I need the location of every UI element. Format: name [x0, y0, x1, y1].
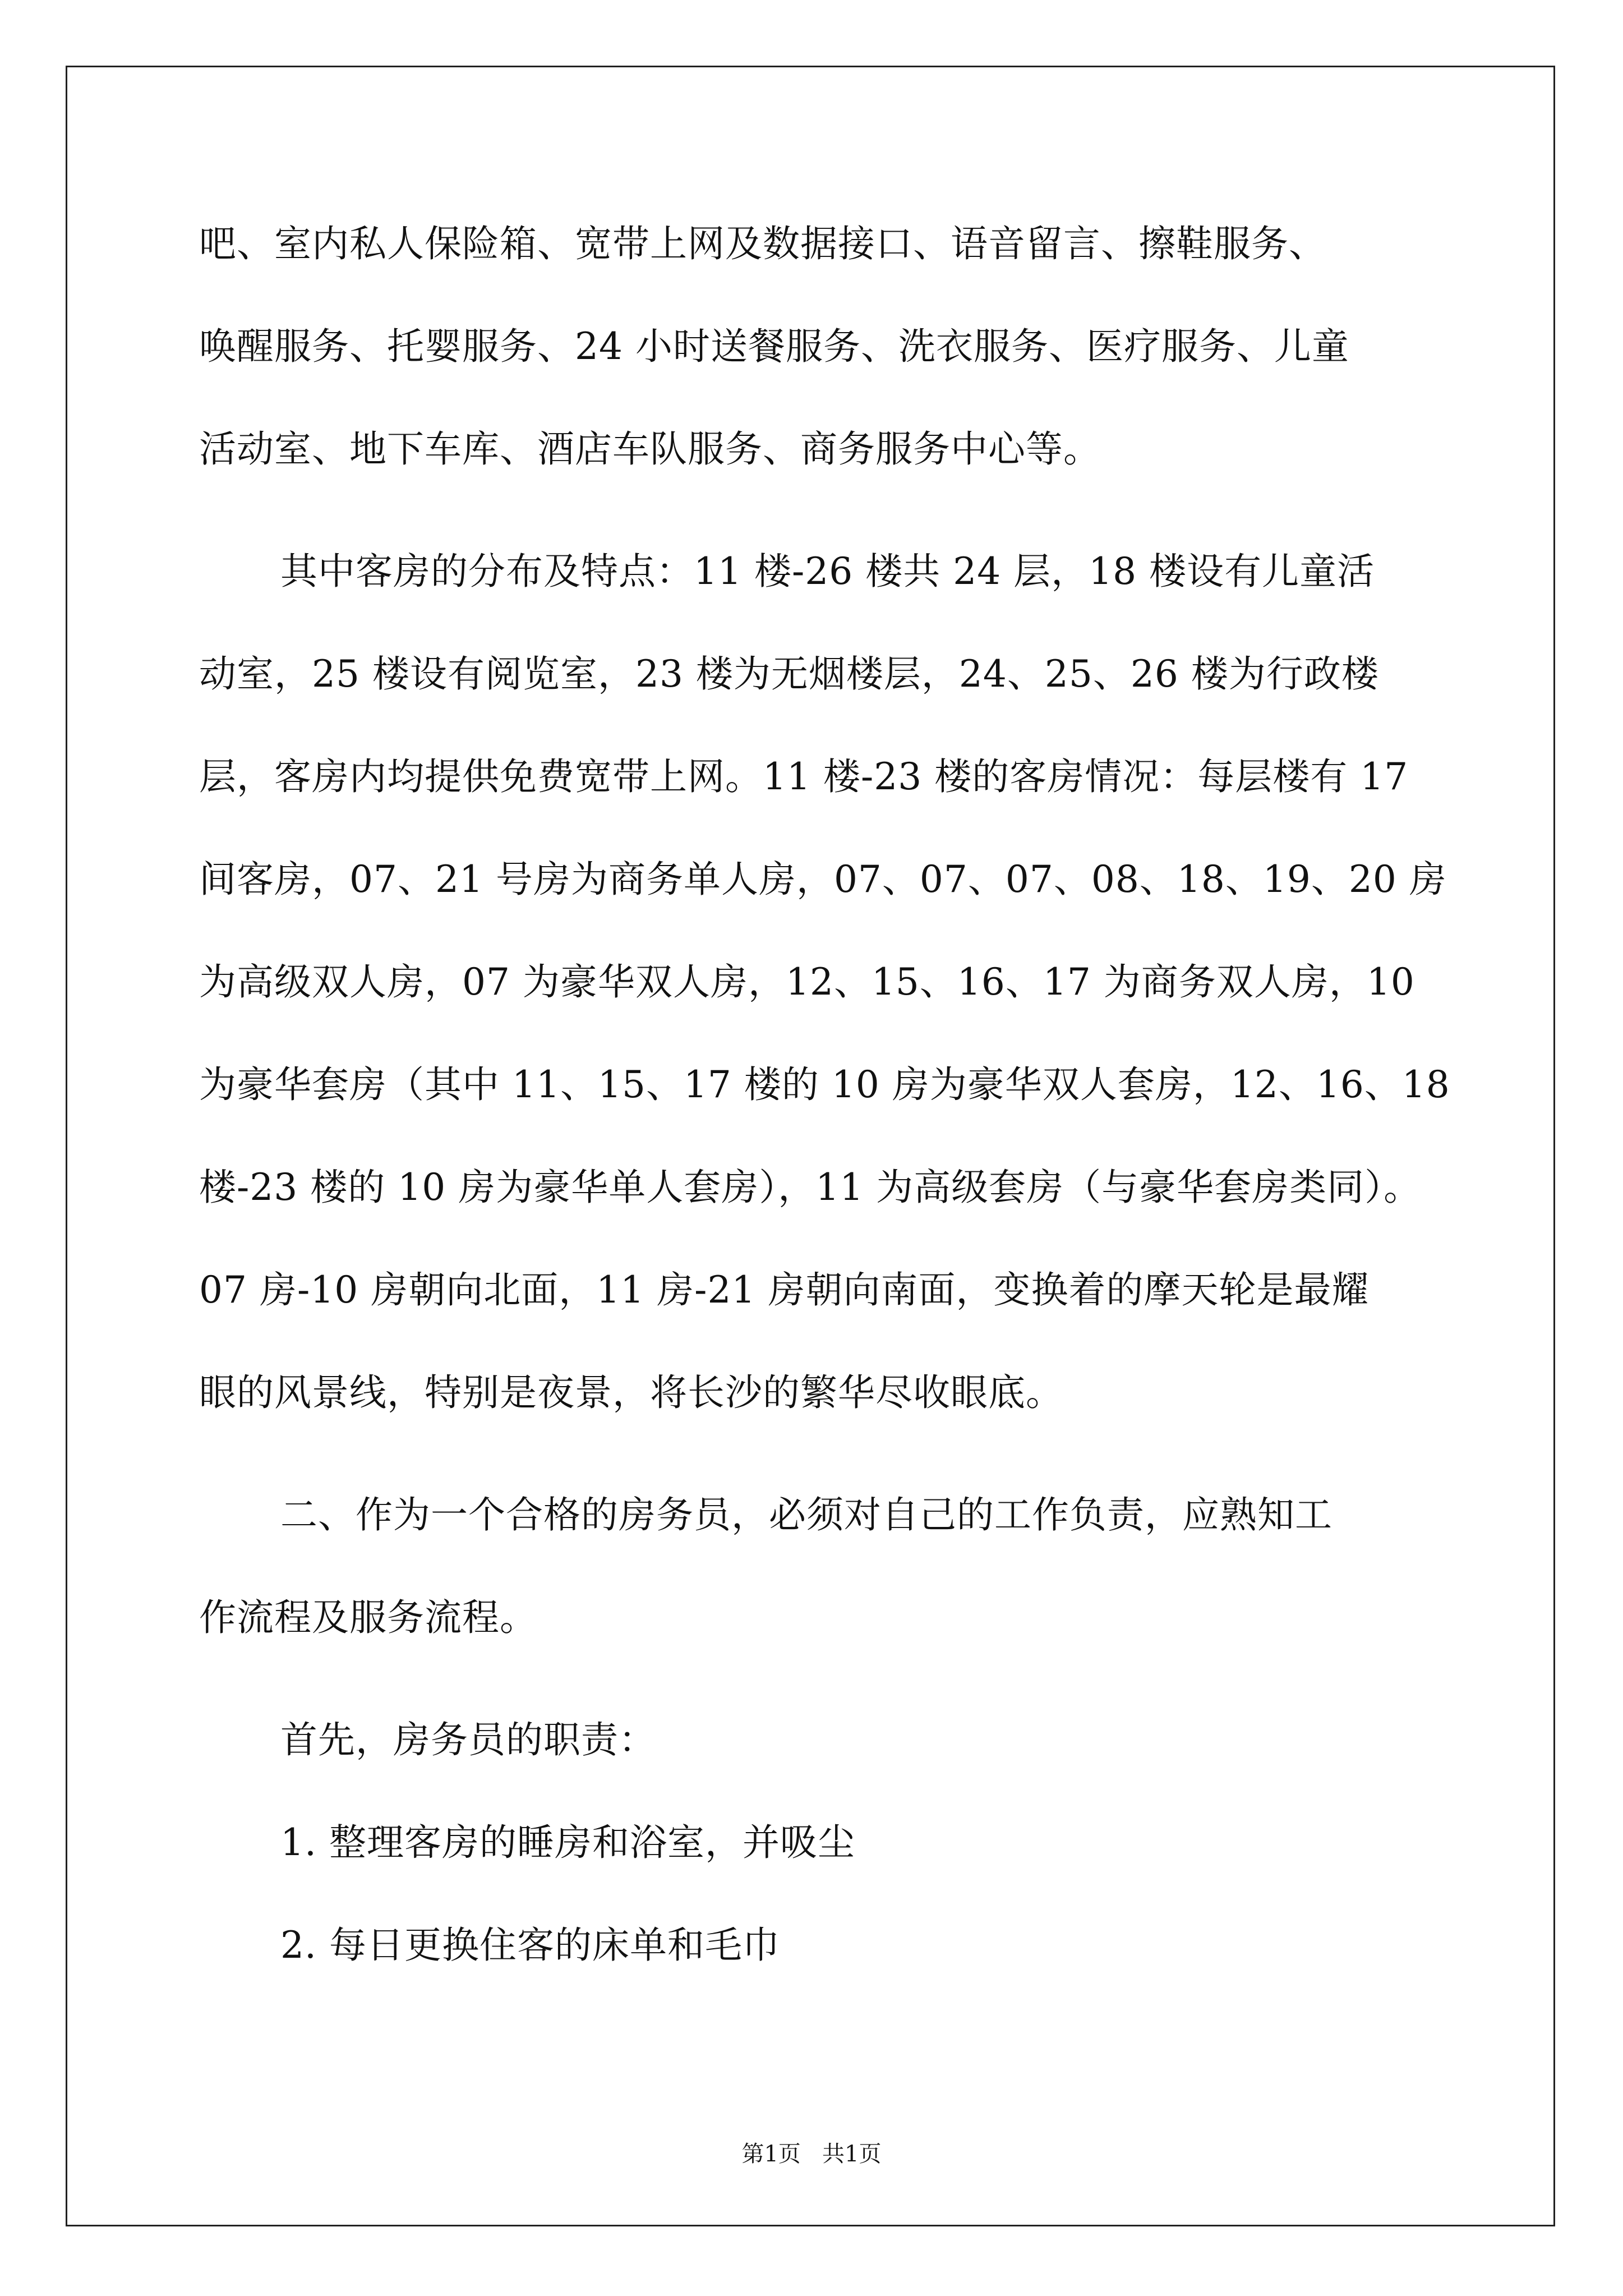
text-line: 07 房-10 房朝向北面，11 房-21 房朝向南面，变换着的摩天轮是最耀 — [199, 1268, 1370, 1312]
page-border — [66, 66, 1555, 2226]
list-item: 2. 每日更换住客的床单和毛巾 — [280, 1924, 780, 1967]
text-line: 作流程及服务流程。 — [199, 1596, 537, 1639]
page-footer: 第1页 共1页 — [741, 2141, 882, 2167]
paragraph-first-line: 二、作为一个合格的房务员，必须对自己的工作负责，应熟知工 — [280, 1493, 1332, 1536]
text-line: 为高级双人房，07 为豪华双人房，12、15、16、17 为商务双人房，10 — [199, 960, 1415, 1004]
paragraph-first-line: 其中客房的分布及特点：11 楼-26 楼共 24 层，18 楼设有儿童活 — [280, 550, 1375, 593]
text-line: 层，客房内均提供免费宽带上网。11 楼-23 楼的客房情况：每层楼有 17 — [199, 755, 1409, 798]
text-line: 活动室、地下车库、酒店车队服务、商务服务中心等。 — [199, 427, 1101, 471]
text-line: 为豪华套房（其中 11、15、17 楼的 10 房为豪华双人套房，12、16、18 — [199, 1063, 1450, 1106]
text-line: 眼的风景线，特别是夜景，将长沙的繁华尽收眼底。 — [199, 1371, 1063, 1414]
paragraph-first-line: 首先，房务员的职责： — [280, 1718, 656, 1761]
text-line: 动室，25 楼设有阅览室，23 楼为无烟楼层，24、25、26 楼为行政楼 — [199, 652, 1379, 696]
list-item: 1. 整理客房的睡房和浴室，并吸尘 — [280, 1821, 855, 1864]
text-line: 唤醒服务、托婴服务、24 小时送餐服务、洗衣服务、医疗服务、儿童 — [199, 325, 1349, 368]
text-line: 吧、室内私人保险箱、宽带上网及数据接口、语音留言、擦鞋服务、 — [199, 222, 1326, 265]
text-line: 楼-23 楼的 10 房为豪华单人套房），11 为高级套房（与豪华套房类同）。 — [199, 1166, 1422, 1209]
text-line: 间客房，07、21 号房为商务单人房，07、07、07、08、18、19、20 房 — [199, 858, 1447, 901]
